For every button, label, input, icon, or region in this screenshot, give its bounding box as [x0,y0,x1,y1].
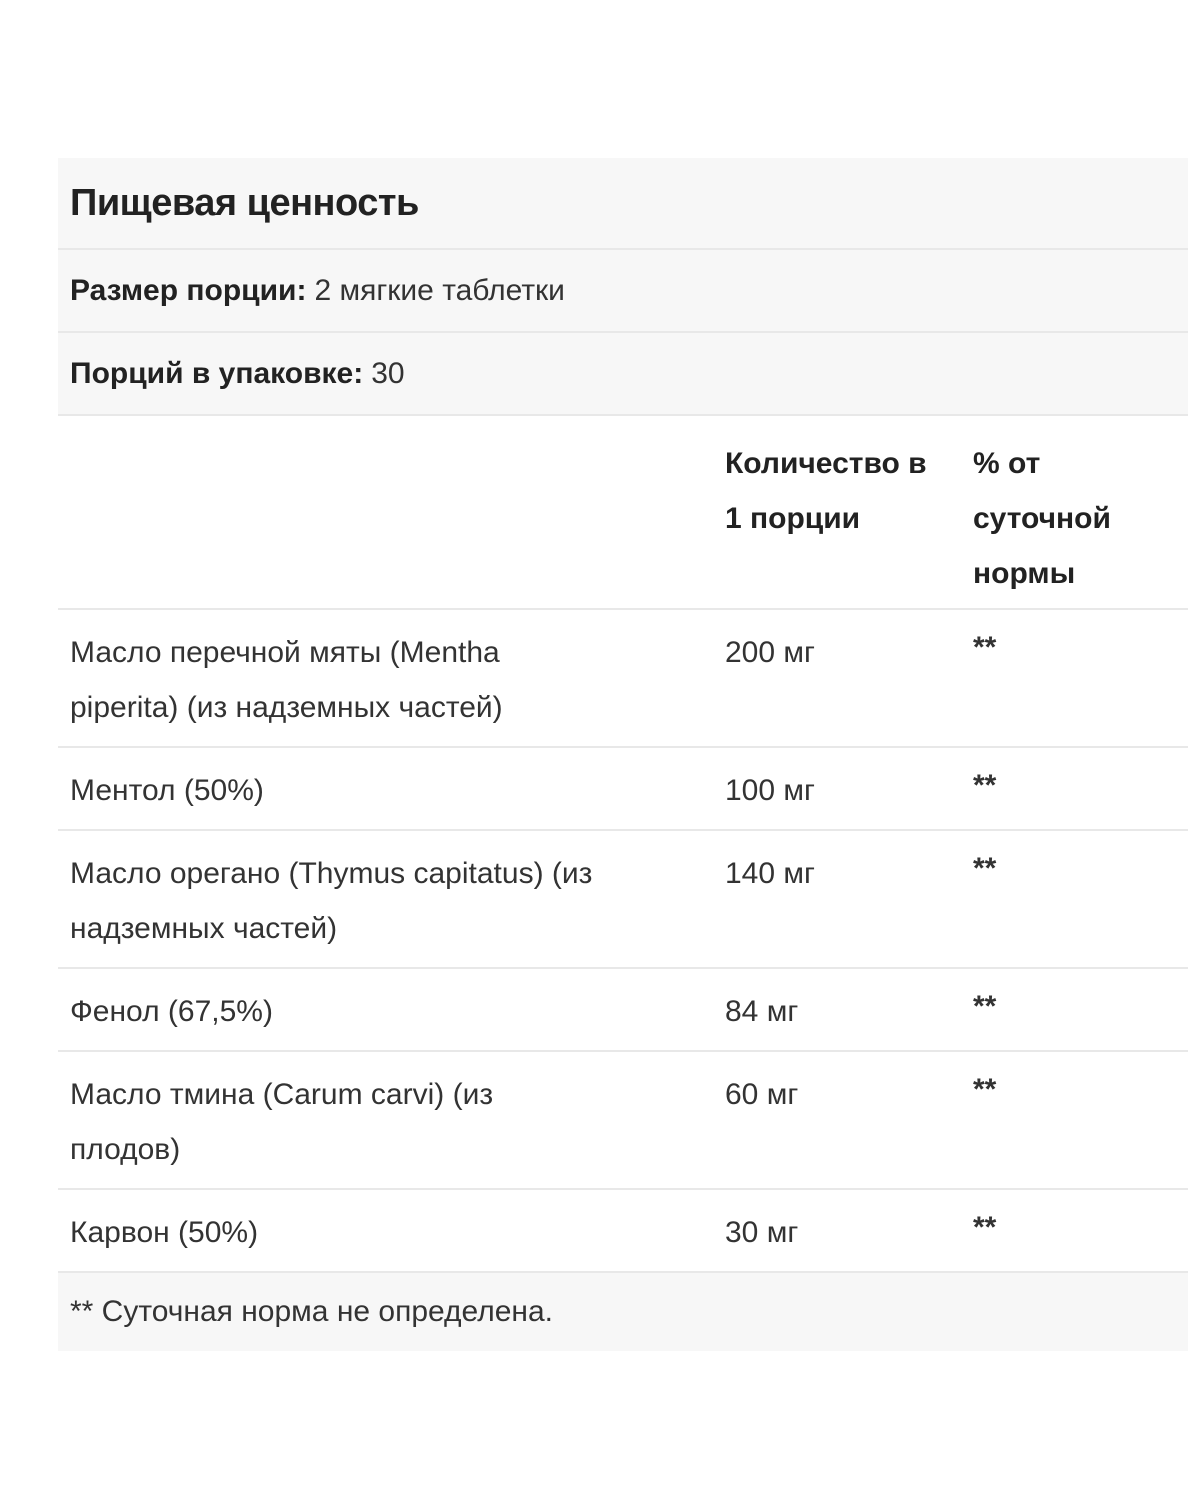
table-row [58,748,1188,831]
footnote-text: ** Суточная норма не определена. [70,1295,554,1328]
serving-size-value: 2 мягкие таблетки [314,273,565,307]
servings-per-container-label: Порций в упаковке: [70,356,364,390]
ingredient-daily-value: ** [973,631,997,664]
ingredient-name [70,625,700,735]
servings-per-container-value: 30 [371,356,405,390]
ingredient-amount: 100 мг [725,774,815,807]
ingredient-name [70,1205,700,1260]
ingredient-name [70,1067,700,1177]
ingredient-amount: 84 мг [725,995,799,1028]
serving-size-label: Размер порции: [70,273,307,307]
daily-value-column-header [973,436,1173,601]
table-row [58,1052,1188,1190]
ingredient-name-line: надземных частей) [70,912,338,945]
ingredient-amount: 60 мг [725,1078,799,1111]
ingredient-name [70,846,700,956]
ingredient-daily-value: ** [973,1073,997,1106]
amount-header-line: Количество в [725,447,927,480]
serving-size-row [58,250,1188,333]
table-row [58,831,1188,969]
ingredient-name [70,984,700,1039]
ingredient-name-line: Фенол (67,5%) [70,995,273,1028]
ingredient-amount: 200 мг [725,636,815,669]
amount-header-line: 1 порции [725,502,861,535]
ingredient-name-line: Масло орегано (Thymus capitatus) (из [70,857,593,890]
ingredient-daily-value: ** [973,769,997,802]
ingredient-name-line: Масло перечной мяты (Mentha [70,636,500,669]
servings-per-container-row [58,333,1188,416]
dv-header-line: % от [973,447,1041,480]
table-row [58,610,1188,748]
ingredient-daily-value: ** [973,852,997,885]
ingredient-amount: 30 мг [725,1216,799,1249]
ingredient-name-line: Ментол (50%) [70,774,264,807]
nutrition-title: Пищевая ценность [70,181,419,224]
amount-column-header [725,436,965,546]
dv-header-line: суточной [973,502,1111,535]
ingredient-daily-value: ** [973,990,997,1023]
footnote-row [58,1273,1188,1351]
ingredient-name-line: piperita) (из надземных частей) [70,691,503,724]
nutrition-facts-panel [58,158,1188,1351]
title-row [58,158,1188,250]
dv-header-line: нормы [973,557,1076,590]
ingredient-name-line: Масло тмина (Carum carvi) (из [70,1078,494,1111]
ingredient-name [70,763,700,818]
table-row [58,969,1188,1052]
ingredient-name-line: Карвон (50%) [70,1216,259,1249]
ingredient-name-line: плодов) [70,1133,181,1166]
ingredient-daily-value: ** [973,1211,997,1244]
table-header-row [58,416,1188,610]
table-row [58,1190,1188,1273]
ingredient-amount: 140 мг [725,857,815,890]
